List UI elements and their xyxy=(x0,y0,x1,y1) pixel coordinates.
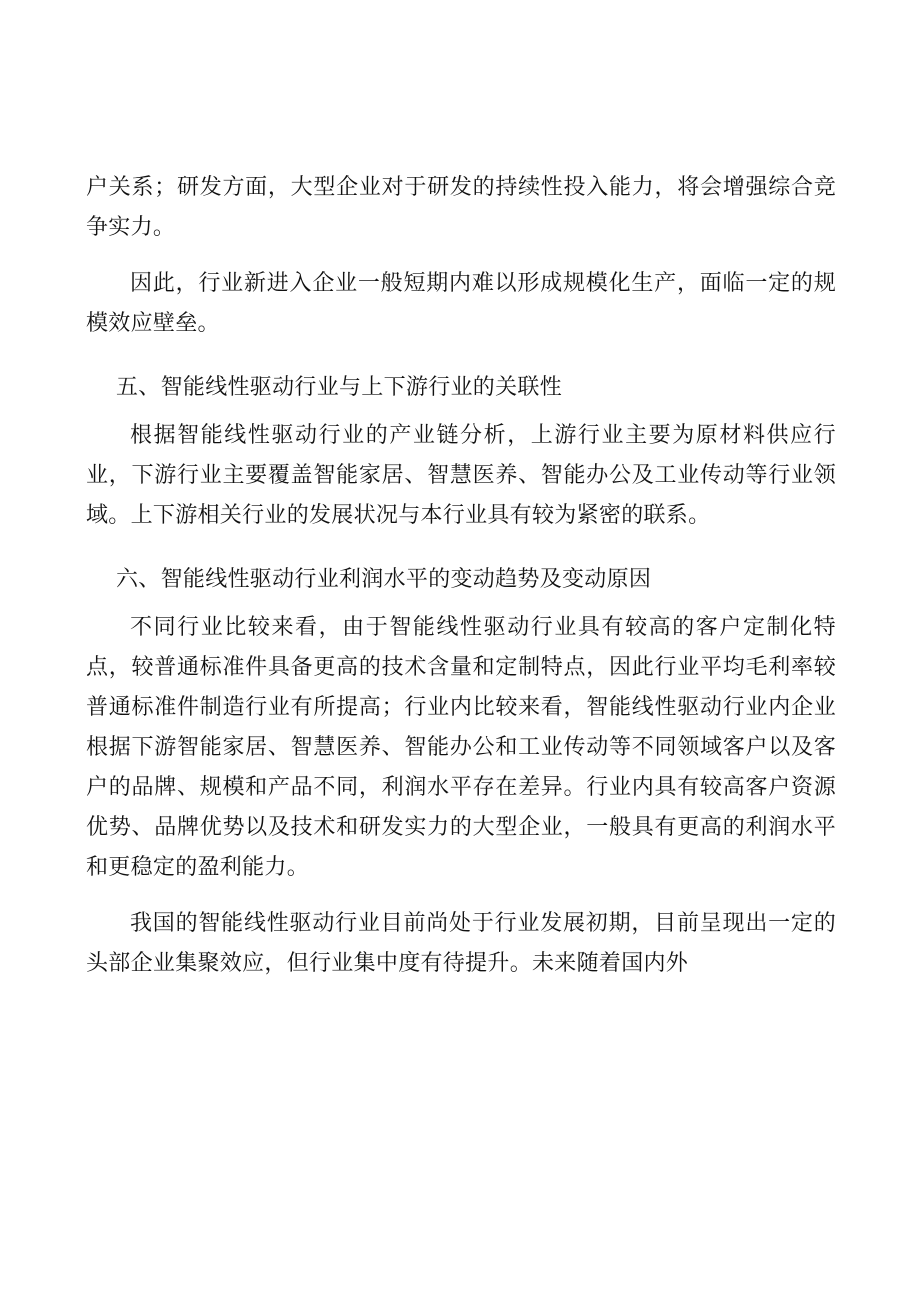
section-5-heading: 五、智能线性驱动行业与上下游行业的关联性 xyxy=(116,375,563,400)
spacer xyxy=(86,536,836,560)
section-6-body: 不同行业比较来看，由于智能线性驱动行业具有较高的客户定制化特点，较普通标准件具备更高的技术含量和定制特点，因此行业平均毛利率较普通标准件制造行业有所提高；行业内比较来看，智能线性驱动行业内企业根据下游智能家居、智慧医养、智能办公和工业传动等不同领域客户以及客户的品牌、规模和产品不同，利润水平存在差异。行业内具有较高客户资源优势、品牌优势以及技术和研发实力的大型企业，一般具有更高的利润水平和更稳定的盈利能力。 xyxy=(86,615,836,880)
paragraph-outlook: 我国的智能线性驱动行业目前尚处于行业发展初期，目前呈现出一定的头部企业集聚效应，但行业集中度有待提升。未来随着国内外 xyxy=(86,911,836,976)
spacer xyxy=(86,344,836,368)
section-6-heading: 六、智能线性驱动行业利润水平的变动趋势及变动原因 xyxy=(116,567,652,592)
spacer xyxy=(86,408,836,416)
spacer xyxy=(86,888,836,904)
spacer xyxy=(86,248,836,264)
paragraph-continued: 户关系；研发方面，大型企业对于研发的持续性投入能力，将会增强综合竞争实力。 xyxy=(86,175,836,240)
document-page xyxy=(86,168,836,984)
section-5-body: 根据智能线性驱动行业的产业链分析，上游行业主要为原材料供应行业，下游行业主要覆盖智能家居、智慧医养、智能办公及工业传动等行业领域。上下游相关行业的发展状况与本行业具有较为紧密的联系。 xyxy=(86,423,836,528)
paragraph-scale-barrier: 因此，行业新进入企业一般短期内难以形成规模化生产，面临一定的规模效应壁垒。 xyxy=(86,271,836,336)
spacer xyxy=(86,600,836,608)
